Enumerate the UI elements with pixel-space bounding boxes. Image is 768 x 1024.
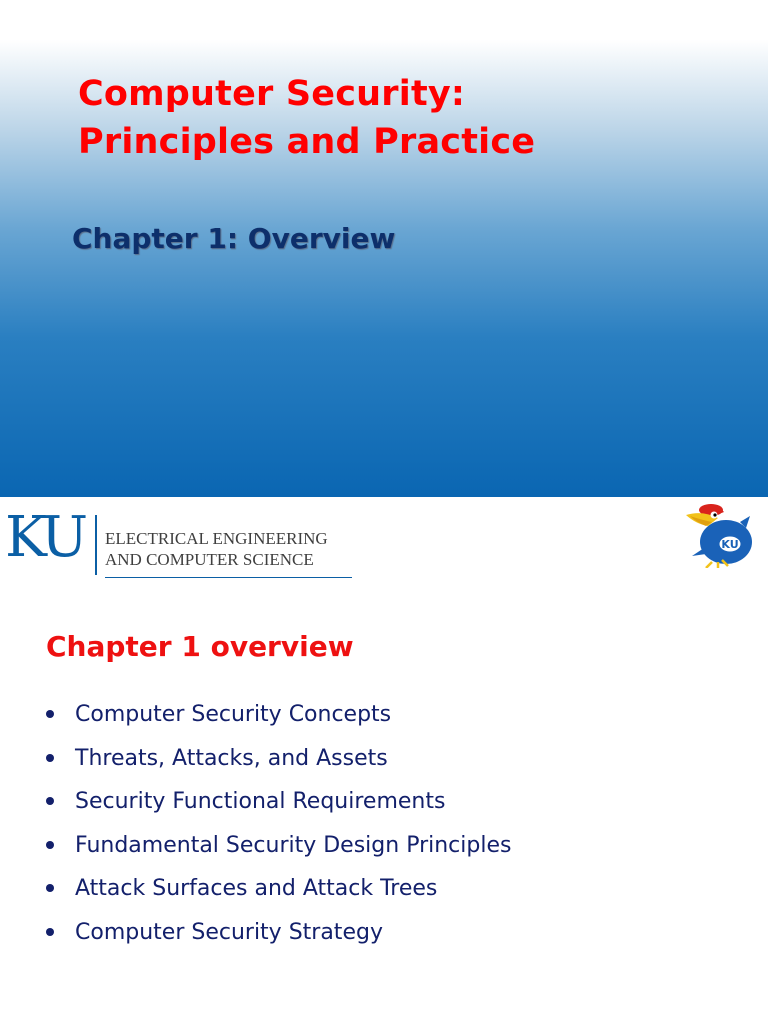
overview-slide	[0, 497, 768, 1024]
list-item-text: Fundamental Security Design Principles	[75, 832, 512, 858]
logo-divider	[95, 515, 97, 575]
bullet-dot-icon	[46, 754, 54, 762]
ku-eecs-logo	[5, 505, 350, 571]
list-item	[46, 702, 511, 746]
list-item	[46, 746, 511, 790]
overview-bullet-list	[46, 702, 511, 963]
slide-subtitle: Chapter 1: Overview	[72, 222, 396, 255]
department-line-2: AND COMPUTER SCIENCE	[105, 550, 314, 569]
mascot-ku-text: KU	[721, 538, 739, 551]
section-title: Chapter 1 overview	[46, 630, 354, 663]
bullet-dot-icon	[46, 841, 54, 849]
list-item-text: Security Functional Requirements	[75, 789, 446, 814]
list-item-text: Computer Security Strategy	[75, 919, 383, 945]
slide-title-line-2: Principles and Practice	[78, 122, 536, 162]
logo-underline	[105, 577, 352, 578]
list-item-text: Attack Surfaces and Attack Trees	[75, 876, 438, 901]
bullet-dot-icon	[46, 797, 54, 805]
department-name	[105, 528, 350, 570]
ku-letters: KU	[5, 505, 85, 570]
department-line-1: ELECTRICAL ENGINEERING	[105, 529, 328, 548]
jayhawk-mascot-icon	[684, 502, 756, 568]
slide-title	[78, 70, 535, 166]
bullet-dot-icon	[46, 710, 54, 718]
bullet-dot-icon	[46, 884, 54, 892]
bullet-dot-icon	[46, 928, 54, 936]
title-slide	[0, 0, 768, 497]
list-item	[46, 833, 511, 877]
list-item-text: Computer Security Concepts	[75, 702, 392, 727]
list-item	[46, 789, 511, 833]
list-item	[46, 876, 511, 920]
list-item	[46, 920, 511, 964]
list-item-text: Threats, Attacks, and Assets	[75, 745, 388, 771]
slide-title-line-1: Computer Security:	[78, 74, 466, 114]
